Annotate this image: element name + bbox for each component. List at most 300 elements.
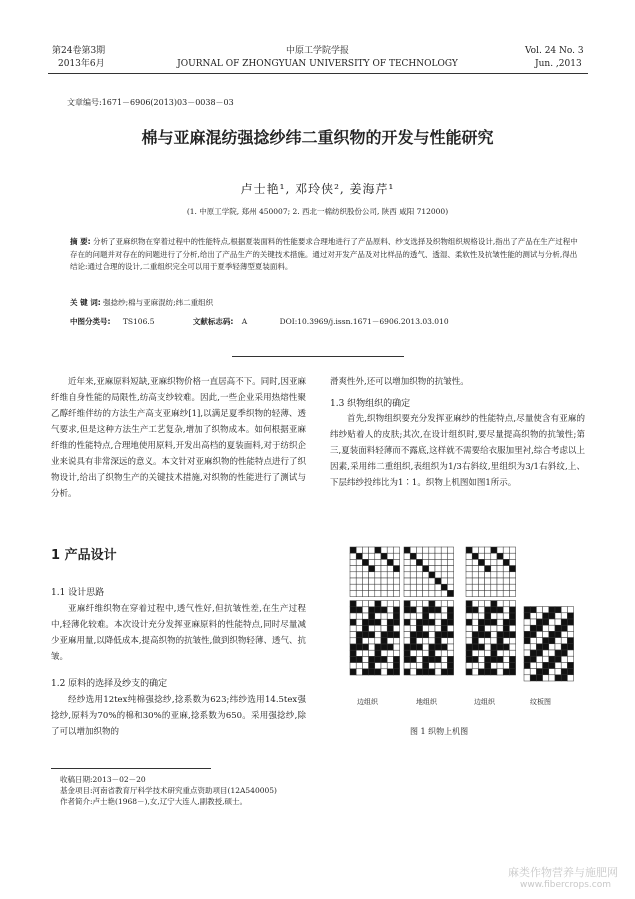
weave-ground-cell [404, 663, 410, 669]
threading-left-cell [362, 566, 368, 572]
journal-name-cn: 中原工学院学报 [285, 46, 349, 56]
weave-ground-cell [447, 619, 453, 625]
weave-selvage-left-cell [369, 644, 375, 650]
weave-ground-cell [404, 632, 410, 638]
peg-plan-cell [555, 662, 561, 668]
weave-selvage-left-cell [381, 644, 387, 650]
weave-selvage-left-cell [375, 644, 381, 650]
threading-left-cell [369, 572, 375, 578]
weave-ground-cell [423, 650, 429, 656]
threading-left-cell [387, 559, 393, 565]
threading-right-cell [491, 559, 497, 565]
weave-selvage-left-cell [356, 669, 362, 675]
weave-ground-cell [441, 669, 447, 675]
weave-selvage-left-cell [375, 632, 381, 638]
weave-selvage-left-cell [387, 613, 393, 619]
weave-selvage-left-cell [381, 650, 387, 656]
peg-plan-cell [530, 638, 536, 644]
weave-selvage-left-cell [362, 619, 368, 625]
weave-selvage-left-cell [381, 601, 387, 607]
weave-ground-cell [435, 669, 441, 675]
weave-selvage-left-cell [350, 669, 356, 675]
header-rule [48, 73, 588, 74]
peg-plan-cell [530, 631, 536, 637]
weave-ground-cell [410, 638, 416, 644]
weave-selvage-left-cell [350, 632, 356, 638]
weave-ground-cell [410, 656, 416, 662]
peg-plan-cell [555, 607, 561, 613]
weave-ground-cell [447, 650, 453, 656]
threading-right-cell [497, 590, 503, 596]
weave-selvage-right-cell [478, 601, 484, 607]
weave-selvage-left-cell [381, 669, 387, 675]
threading-right-cell [485, 584, 491, 590]
weave-selvage-left-cell [381, 607, 387, 613]
weave-selvage-right-cell [485, 607, 491, 613]
peg-plan-cell [536, 619, 542, 625]
weave-selvage-right-cell [485, 613, 491, 619]
threading-left-cell [350, 584, 356, 590]
weave-selvage-right-cell [478, 625, 484, 631]
peg-plan-cell [536, 656, 542, 662]
threading-right-cell [478, 547, 484, 553]
threading-ground-cell [404, 584, 410, 590]
threading-left-cell [381, 584, 387, 590]
threading-right-cell [472, 578, 478, 584]
clc-code: TS106.5 [122, 317, 155, 326]
weave-ground-cell [416, 607, 422, 613]
peg-plan-cell [524, 662, 530, 668]
weave-selvage-right-cell [485, 644, 491, 650]
weave-selvage-right-cell [491, 656, 497, 662]
threading-left-cell [369, 584, 375, 590]
peg-plan-cell [549, 613, 555, 619]
keywords-line [70, 297, 213, 310]
weave-selvage-left-cell [381, 663, 387, 669]
peg-plan-cell [524, 631, 530, 637]
peg-plan-cell [530, 662, 536, 668]
weave-selvage-right-cell [485, 632, 491, 638]
threading-left-cell [381, 578, 387, 584]
weave-selvage-left-cell [387, 650, 393, 656]
peg-plan-cell [567, 619, 573, 625]
threading-right-cell [491, 553, 497, 559]
weave-selvage-right-cell [472, 625, 478, 631]
weave-selvage-left-cell [356, 619, 362, 625]
weave-selvage-right-cell [503, 656, 509, 662]
weave-selvage-right-cell [491, 644, 497, 650]
threading-left-cell [387, 572, 393, 578]
weave-selvage-left-cell [369, 625, 375, 631]
threading-ground-cell [435, 559, 441, 565]
weave-selvage-left-cell [350, 644, 356, 650]
threading-right-cell [485, 566, 491, 572]
peg-plan-cell [561, 656, 567, 662]
threading-left-cell [393, 566, 399, 572]
weave-ground-cell [435, 650, 441, 656]
weave-selvage-left-cell [393, 632, 399, 638]
weave-selvage-left-cell [375, 638, 381, 644]
issue-date: 2013年6月 [58, 59, 105, 69]
weave-selvage-left-cell [356, 638, 362, 644]
peg-plan-cell [524, 650, 530, 656]
abstract-divider [232, 356, 404, 357]
weave-ground-cell [429, 656, 435, 662]
peg-plan-cell [549, 662, 555, 668]
weave-selvage-left-cell [362, 607, 368, 613]
weave-ground-cell [435, 663, 441, 669]
threading-left-cell [356, 566, 362, 572]
weave-selvage-left-cell [369, 601, 375, 607]
weave-selvage-left-cell [393, 650, 399, 656]
weave-ground-cell [410, 607, 416, 613]
threading-left-cell [362, 559, 368, 565]
threading-right-cell [509, 547, 515, 553]
threading-ground-cell [447, 572, 453, 578]
weave-selvage-left-cell [393, 607, 399, 613]
threading-ground-cell [416, 566, 422, 572]
peg-plan-cell [543, 625, 549, 631]
threading-ground-cell [416, 553, 422, 559]
issue-info: 第24卷第3期 [52, 46, 106, 56]
threading-left-cell [375, 584, 381, 590]
threading-left-cell [362, 572, 368, 578]
weave-selvage-right-cell [503, 607, 509, 613]
weave-selvage-right-cell [472, 619, 478, 625]
peg-plan-cell [567, 644, 573, 650]
section-1-2-heading: 1.2 原料的选择及纱支的确定 [51, 679, 168, 689]
peg-plan-cell [530, 613, 536, 619]
weave-ground-cell [404, 619, 410, 625]
doc-code: A [241, 317, 248, 326]
weave-selvage-left-cell [356, 601, 362, 607]
weave-ground-cell [447, 613, 453, 619]
threading-ground-cell [416, 559, 422, 565]
weave-selvage-right-cell [503, 613, 509, 619]
threading-ground-cell [429, 572, 435, 578]
weave-ground-cell [435, 607, 441, 613]
weave-selvage-right-cell [509, 638, 515, 644]
peg-plan-cell [530, 625, 536, 631]
threading-left-cell [375, 578, 381, 584]
threading-ground-cell [423, 578, 429, 584]
weave-selvage-left-cell [369, 613, 375, 619]
peg-plan-cell [561, 619, 567, 625]
peg-plan-cell [524, 619, 530, 625]
weave-ground-cell [441, 638, 447, 644]
peg-plan-cell [567, 638, 573, 644]
section-1-1-text: 亚麻纤维织物在穿着过程中,透气性好,但抗皱性差,在生产过程中,轻薄化较难。本次设计充分发挥亚麻原料的性能特点,同时尽量减少亚麻用量,以降低成本,提高织物的抗皱性,做到织物轻薄、透气、抗皱。 [51, 604, 306, 662]
weave-ground-cell [429, 650, 435, 656]
weave-selvage-right-cell [509, 619, 515, 625]
threading-ground-cell [416, 584, 422, 590]
threading-left-cell [375, 559, 381, 565]
peg-plan-cell [567, 656, 573, 662]
threading-left-cell [387, 590, 393, 596]
peg-plan-cell [561, 625, 567, 631]
threading-ground-cell [423, 572, 429, 578]
section-1-2-text: 经纱选用12tex纯棉强捻纱,捻系数为623;纬纱选用14.5tex强捻纱,原料为70%的棉和30%的亚麻,捻系数为650。采用强捻纱,除了可以增加织物的 [51, 695, 306, 737]
weave-selvage-right-cell [466, 669, 472, 675]
threading-right-cell [466, 553, 472, 559]
threading-left-cell [362, 584, 368, 590]
weave-ground-cell [416, 663, 422, 669]
weave-ground-cell [447, 669, 453, 675]
peg-plan-cell [561, 675, 567, 681]
threading-ground-cell [435, 578, 441, 584]
weave-selvage-right-cell [497, 656, 503, 662]
weave-ground-cell [441, 601, 447, 607]
peg-plan-cell [530, 656, 536, 662]
peg-plan-cell [567, 669, 573, 675]
weave-selvage-left-cell [381, 625, 387, 631]
threading-ground-cell [447, 566, 453, 572]
weave-selvage-right-cell [497, 625, 503, 631]
peg-plan-cell [549, 631, 555, 637]
peg-plan-cell [543, 675, 549, 681]
threading-ground-cell [435, 553, 441, 559]
threading-right-cell [472, 566, 478, 572]
threading-right-cell [478, 566, 484, 572]
peg-plan-cell [549, 644, 555, 650]
weave-ground-cell [416, 625, 422, 631]
threading-ground-cell [423, 590, 429, 596]
weave-selvage-right-cell [472, 632, 478, 638]
weave-selvage-right-cell [503, 644, 509, 650]
weave-selvage-right-cell [466, 613, 472, 619]
peg-plan-cell [561, 669, 567, 675]
weave-selvage-left-cell [387, 619, 393, 625]
threading-left-cell [381, 559, 387, 565]
weave-selvage-right-cell [472, 638, 478, 644]
weave-selvage-left-cell [369, 663, 375, 669]
threading-right-cell [497, 553, 503, 559]
classification-line [70, 316, 590, 329]
threading-ground-cell [441, 553, 447, 559]
weave-ground-cell [423, 607, 429, 613]
threading-ground-cell [416, 572, 422, 578]
threading-left-cell [393, 559, 399, 565]
weave-selvage-left-cell [356, 644, 362, 650]
peg-plan-cell [555, 675, 561, 681]
threading-right-cell [497, 584, 503, 590]
weave-ground-cell [441, 650, 447, 656]
weave-selvage-left-cell [356, 656, 362, 662]
weave-selvage-right-cell [485, 625, 491, 631]
weave-ground-cell [441, 663, 447, 669]
doc-code-label: 文献标志码: [192, 317, 234, 326]
threading-left-cell [350, 590, 356, 596]
threading-ground-cell [429, 547, 435, 553]
section-1-2-continued-text: 滑爽性外,还可以增加织物的抗皱性。 [330, 377, 469, 387]
threading-right-cell [497, 572, 503, 578]
volume-info: Vol. 24 No. 3 [525, 46, 584, 56]
peg-plan-cell [530, 650, 536, 656]
weave-selvage-left-cell [375, 607, 381, 613]
weave-ground-cell [423, 632, 429, 638]
weave-ground-cell [447, 601, 453, 607]
threading-right-cell [485, 559, 491, 565]
weave-selvage-right-cell [478, 613, 484, 619]
peg-plan-cell [543, 662, 549, 668]
threading-ground-cell [423, 559, 429, 565]
threading-left-cell [356, 559, 362, 565]
weave-ground-cell [404, 638, 410, 644]
threading-right-cell [472, 572, 478, 578]
threading-left-cell [387, 553, 393, 559]
weave-selvage-left-cell [375, 669, 381, 675]
weave-ground-cell [441, 632, 447, 638]
threading-right-cell [466, 559, 472, 565]
weave-ground-cell [423, 644, 429, 650]
loom-draft-figure [346, 545, 582, 720]
weave-ground-cell [410, 669, 416, 675]
peg-plan-cell [536, 669, 542, 675]
peg-plan-cell [567, 650, 573, 656]
weave-selvage-left-cell [387, 663, 393, 669]
weave-selvage-left-cell [356, 663, 362, 669]
weave-ground-cell [404, 625, 410, 631]
threading-left-cell [356, 547, 362, 553]
weave-selvage-right-cell [497, 632, 503, 638]
weave-selvage-left-cell [350, 607, 356, 613]
threading-left-cell [362, 578, 368, 584]
weave-selvage-left-cell [393, 638, 399, 644]
weave-selvage-right-cell [503, 625, 509, 631]
weave-ground-cell [404, 656, 410, 662]
weave-selvage-right-cell [503, 601, 509, 607]
threading-ground-cell [410, 559, 416, 565]
weave-selvage-left-cell [356, 613, 362, 619]
weave-selvage-right-cell [478, 650, 484, 656]
threading-right-cell [472, 547, 478, 553]
weave-selvage-right-cell [491, 669, 497, 675]
peg-plan-cell [536, 625, 542, 631]
peg-plan-cell [536, 638, 542, 644]
threading-left-cell [356, 590, 362, 596]
peg-plan-cell [567, 607, 573, 613]
peg-plan-cell [530, 669, 536, 675]
peg-plan-cell [524, 675, 530, 681]
weave-ground-cell [404, 644, 410, 650]
threading-left-cell [362, 547, 368, 553]
weave-selvage-right-cell [491, 601, 497, 607]
threading-left-cell [362, 590, 368, 596]
threading-right-cell [503, 584, 509, 590]
peg-plan-cell [536, 675, 542, 681]
threading-ground-cell [441, 547, 447, 553]
footnote-rule [51, 768, 211, 769]
peg-plan-cell [549, 638, 555, 644]
weave-ground-cell [447, 644, 453, 650]
weave-selvage-left-cell [369, 656, 375, 662]
weave-selvage-right-cell [472, 607, 478, 613]
weave-ground-cell [410, 644, 416, 650]
threading-ground-cell [423, 553, 429, 559]
threading-left-cell [356, 578, 362, 584]
peg-plan-cell [543, 607, 549, 613]
weave-ground-cell [435, 619, 441, 625]
peg-plan-cell [524, 607, 530, 613]
weave-selvage-right-cell [509, 632, 515, 638]
weave-selvage-right-cell [497, 638, 503, 644]
weave-selvage-right-cell [503, 663, 509, 669]
peg-plan-cell [561, 650, 567, 656]
threading-ground-cell [404, 559, 410, 565]
threading-left-cell [393, 584, 399, 590]
threading-ground-cell [447, 553, 453, 559]
weave-selvage-left-cell [393, 656, 399, 662]
doi: DOI:10.3969/j.issn.1671－6906.2013.03.010 [279, 317, 449, 326]
threading-left-cell [381, 553, 387, 559]
peg-plan-cell [561, 631, 567, 637]
threading-ground-cell [429, 578, 435, 584]
weave-selvage-left-cell [369, 638, 375, 644]
weave-selvage-right-cell [509, 601, 515, 607]
threading-right-cell [503, 578, 509, 584]
weave-selvage-right-cell [466, 644, 472, 650]
weave-ground-cell [423, 625, 429, 631]
section-1-1-heading: 1.1 设计思路 [51, 588, 105, 598]
weave-selvage-left-cell [362, 669, 368, 675]
threading-right-cell [485, 590, 491, 596]
author-bio: 作者简介:卢士艳(1968－),女,辽宁大连人,副教授,硕士。 [60, 797, 248, 806]
threading-left-cell [356, 572, 362, 578]
threading-ground-cell [441, 584, 447, 590]
weave-selvage-left-cell [387, 632, 393, 638]
threading-right-cell [503, 559, 509, 565]
peg-plan-cell [536, 613, 542, 619]
weave-selvage-right-cell [503, 638, 509, 644]
weave-selvage-right-cell [478, 656, 484, 662]
weave-selvage-right-cell [497, 650, 503, 656]
threading-right-cell [485, 572, 491, 578]
journal-name-en: JOURNAL OF ZHONGYUAN UNIVERSITY OF TECHNOLOGY [177, 59, 458, 69]
peg-plan-cell [549, 619, 555, 625]
threading-right-cell [472, 584, 478, 590]
weave-selvage-right-cell [509, 644, 515, 650]
weave-ground-cell [435, 644, 441, 650]
weave-ground-cell [447, 625, 453, 631]
weave-selvage-right-cell [478, 669, 484, 675]
threading-right-cell [509, 566, 515, 572]
weave-ground-cell [441, 613, 447, 619]
weave-ground-cell [416, 638, 422, 644]
threading-left-cell [381, 590, 387, 596]
weave-selvage-right-cell [491, 638, 497, 644]
section-1-3-body [330, 411, 585, 491]
weave-selvage-right-cell [478, 619, 484, 625]
threading-right-cell [466, 584, 472, 590]
threading-left-cell [375, 572, 381, 578]
weave-selvage-left-cell [375, 613, 381, 619]
threading-right-cell [509, 590, 515, 596]
weave-selvage-left-cell [369, 650, 375, 656]
weave-selvage-right-cell [503, 650, 509, 656]
peg-plan-cell [543, 644, 549, 650]
weave-selvage-right-cell [485, 656, 491, 662]
weave-selvage-right-cell [472, 656, 478, 662]
threading-left-cell [350, 572, 356, 578]
threading-ground-cell [447, 578, 453, 584]
keywords-label: 关 键 词: [70, 298, 101, 307]
weave-selvage-left-cell [393, 669, 399, 675]
weave-selvage-left-cell [369, 607, 375, 613]
weave-selvage-right-cell [509, 613, 515, 619]
label-ground-weave: 地组织 [416, 698, 437, 706]
threading-ground-cell [404, 553, 410, 559]
threading-right-cell [466, 578, 472, 584]
